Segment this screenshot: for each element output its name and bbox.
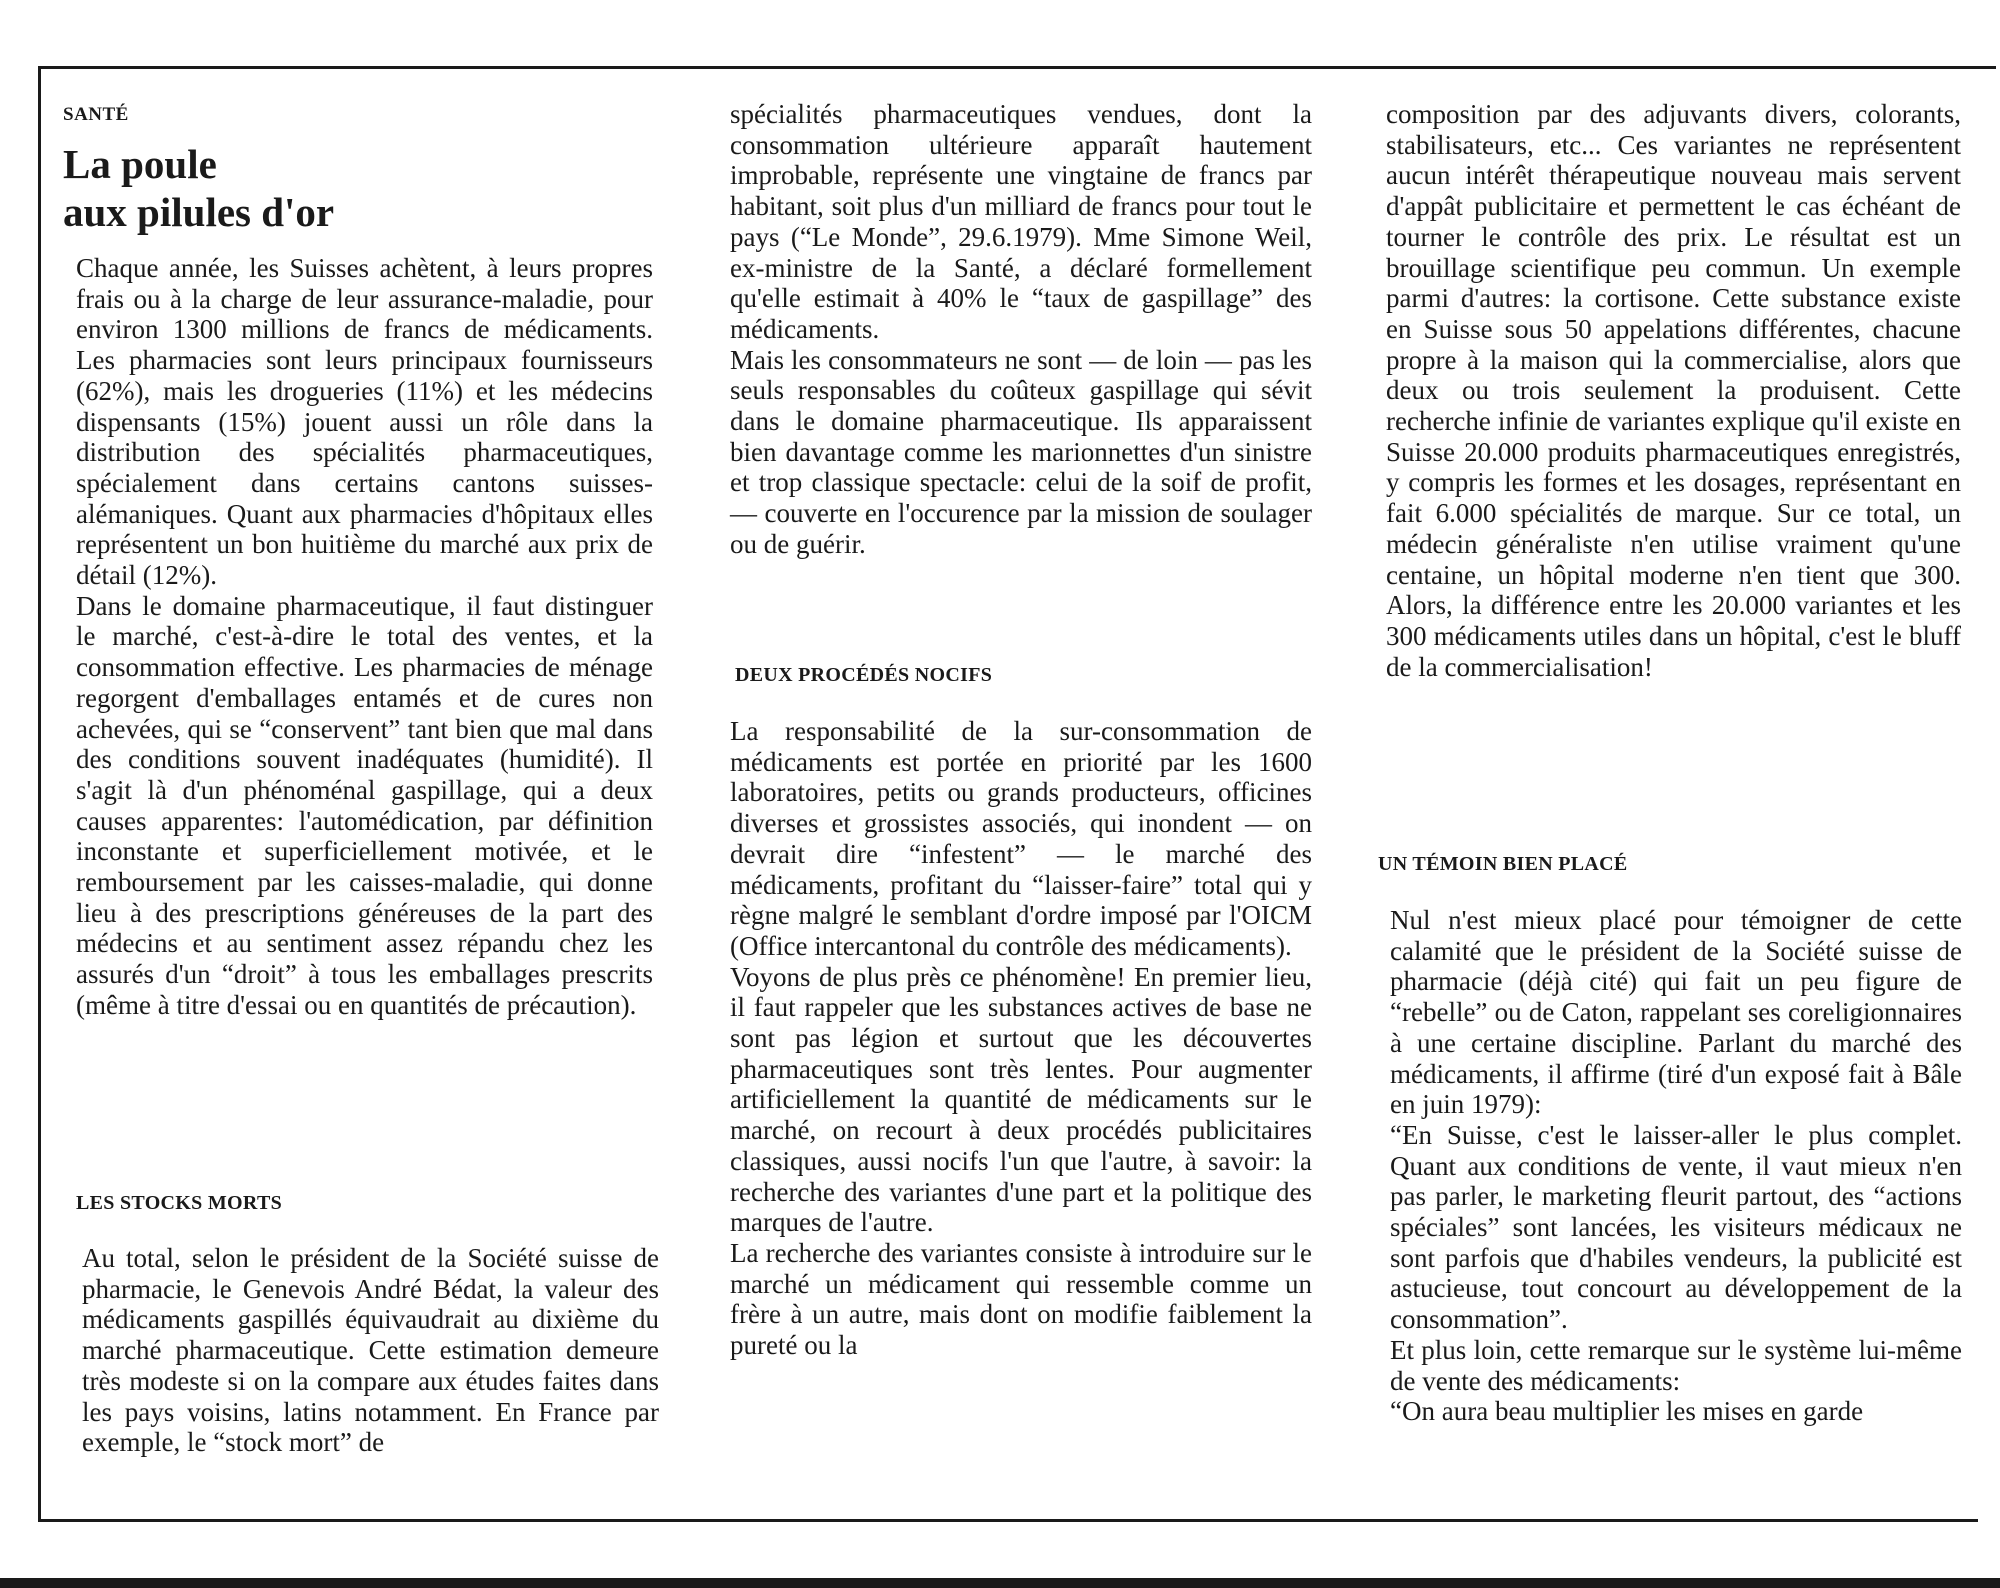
paragraph: Au total, selon le président de la Société suisse de pharmacie, le Genevois André Bédat, la valeur des médicaments gaspillés équivaudrait au dixième du marché pharmaceutique. Cette estimation demeure très modeste si on la compare aux études faites dans les pays voisins, latins notamment. En France par exemple, le “stock mort” de bbox=[82, 1243, 659, 1458]
column-2-bottom bbox=[730, 716, 1312, 1361]
paragraph: composition par des adjuvants divers, colorants, stabilisateurs, etc... Ces variantes ne représentent aucun intérêt thérapeutique nouveau mais servent d'appât publicitaire et permettent le cas échéant de tourner le contrôle des prix. Le résultat est un brouillage scientifique peu commun. Un exemple parmi d'autres: la cortisone. Cette substance existe en Suisse sous 50 appelations différentes, chacune propre à la maison qui la commercialise, alors que deux ou trois seulement la produisent. Cette recherche infinie de variantes explique qu'il existe en Suisse 20.000 produits pharmaceutiques enregistrés, y compris les formes et les dosages, représentant en fait 6.000 spécialités de marque. Sur ce total, un médecin généraliste n'en utilise vraiment qu'une centaine, un hôpital moderne n'en tient que 300. Alors, la différence entre les 20.000 variantes et les 300 médicaments utiles dans un hôpital, c'est le bluff de la commercialisation! bbox=[1386, 99, 1961, 682]
column-2-top bbox=[730, 99, 1312, 560]
paragraph: Mais les consommateurs ne sont — de loin — pas les seuls responsables du coûteux gaspillage qui sévit dans le domaine pharmaceutique. Ils apparaissent bien davantage comme les marionnettes d'un sinistre et trop classique spectacle: celui de la soif de profit, — couverte en l'occurence par la mission de soulager ou de guérir. bbox=[730, 344, 1312, 559]
column-1-top bbox=[76, 253, 653, 1021]
page-edge bbox=[0, 1578, 2000, 1588]
column-3-bottom bbox=[1390, 905, 1962, 1427]
paragraph: Et plus loin, cette remarque sur le système lui-même de vente des médicaments: bbox=[1390, 1334, 1962, 1396]
paragraph: Voyons de plus près ce phénomène! En premier lieu, il faut rappeler que les substances actives de base ne sont pas légion et surtout que les découvertes pharmaceutiques sont très lentes. Pour augmenter artificiellement la quantité de médicaments sur le marché, on recourt à deux procédés publicitaires classiques, aussi nocifs l'un que l'autre, à savoir: la recherche des variantes d'une part et la politique des marques de l'autre. bbox=[730, 961, 1312, 1238]
paragraph: La recherche des variantes consiste à introduire sur le marché un médicament qui ressemble comme un frère à un autre, mais dont on modifie faiblement la pureté ou la bbox=[730, 1237, 1312, 1361]
column-1-bottom bbox=[82, 1243, 659, 1458]
section-rubric: SANTÉ bbox=[63, 104, 129, 125]
paragraph: Dans le domaine pharmaceutique, il faut distinguer le marché, c'est-à-dire le total des ventes, et la consommation effective. Les pharmacies de ménage regorgent d'emballages entamés et de cures non achevées, qui se “conservent” tant bien que mal dans des conditions souvent inadéquates (humidité). Il s'agit là d'un phénoménal gaspillage, qui a deux causes apparentes: l'automédication, par définition inconstante et superficiellement motivée, et le remboursement par les caisses-maladie, qui donne lieu à des prescriptions généreuses de la part des médecins et au sentiment assez répandu chez les assurés d'un “droit” à tous les emballages prescrits (même à titre d'essai ou en quantités de précaution). bbox=[76, 590, 653, 1020]
subhead-deux-procedes: DEUX PROCÉDÉS NOCIFS bbox=[735, 664, 993, 686]
paragraph: “On aura beau multiplier les mises en garde bbox=[1390, 1396, 1864, 1427]
column-3-top bbox=[1386, 99, 1961, 682]
subhead-temoin: UN TÉMOIN BIEN PLACÉ bbox=[1378, 853, 1628, 875]
paragraph: spécialités pharmaceutiques vendues, dont la consommation ultérieure apparaît hautement improbable, représente une vingtaine de francs par habitant, soit plus d'un milliard de francs pour tout le pays (“Le Monde”, 29.6.1979). Mme Simone Weil, ex-ministre de la Santé, a déclaré formellement qu'elle estimait à 40% le “taux de gaspillage” des médicaments. bbox=[730, 99, 1312, 344]
left-rule bbox=[38, 66, 41, 1521]
article-title bbox=[63, 140, 334, 236]
paragraph: Chaque année, les Suisses achètent, à leurs propres frais ou à la charge de leur assurance-maladie, pour environ 1300 millions de francs de médicaments. Les pharmacies sont leurs principaux fournisseurs (62%), mais les drogueries (11%) et les médecins dispensants (15%) jouent aussi un rôle dans la distribution des spécialités pharmaceutiques, spécialement dans certains cantons suisses-alémaniques. Quant aux pharmacies d'hôpitaux elles représentent un bon huitième du marché aux prix de détail (12%). bbox=[76, 253, 653, 591]
paragraph: “En Suisse, c'est le laisser-aller le plus complet. Quant aux conditions de vente, il vaut mieux n'en pas parler, le marketing fleurit partout, des “actions spéciales” sont lancées, les visiteurs médicaux ne sont parfois que d'habiles vendeurs, la publicité est astucieuse, tout concourt au développement de la consommation”. bbox=[1390, 1119, 1962, 1335]
bottom-rule bbox=[38, 1519, 1978, 1522]
title-line-1: La poule bbox=[63, 141, 217, 187]
paragraph: Nul n'est mieux placé pour témoigner de cette calamité que le président de la Société suisse de pharmacie (déjà cité) qui fait un peu figure de “rebelle” ou de Caton, rappelant ses coreligionnaires à une certaine discipline. Parlant du marché des médicaments, il affirme (tiré d'un exposé fait à Bâle en juin 1979): bbox=[1390, 905, 1962, 1120]
top-rule bbox=[38, 66, 1996, 69]
subhead-stocks-morts: LES STOCKS MORTS bbox=[76, 1192, 283, 1214]
paragraph: La responsabilité de la sur-consommation de médicaments est portée en priorité par les 1600 laboratoires, petits ou grands producteurs, officines diverses et grossistes associés, qui inondent — on devrait dire “infestent” — le marché des médicaments, profitant du “laisser-faire” total qui y règne malgré le semblant d'ordre imposé par l'OICM (Office intercantonal du contrôle des médicaments). bbox=[730, 716, 1312, 961]
title-line-2: aux pilules d'or bbox=[63, 189, 335, 235]
